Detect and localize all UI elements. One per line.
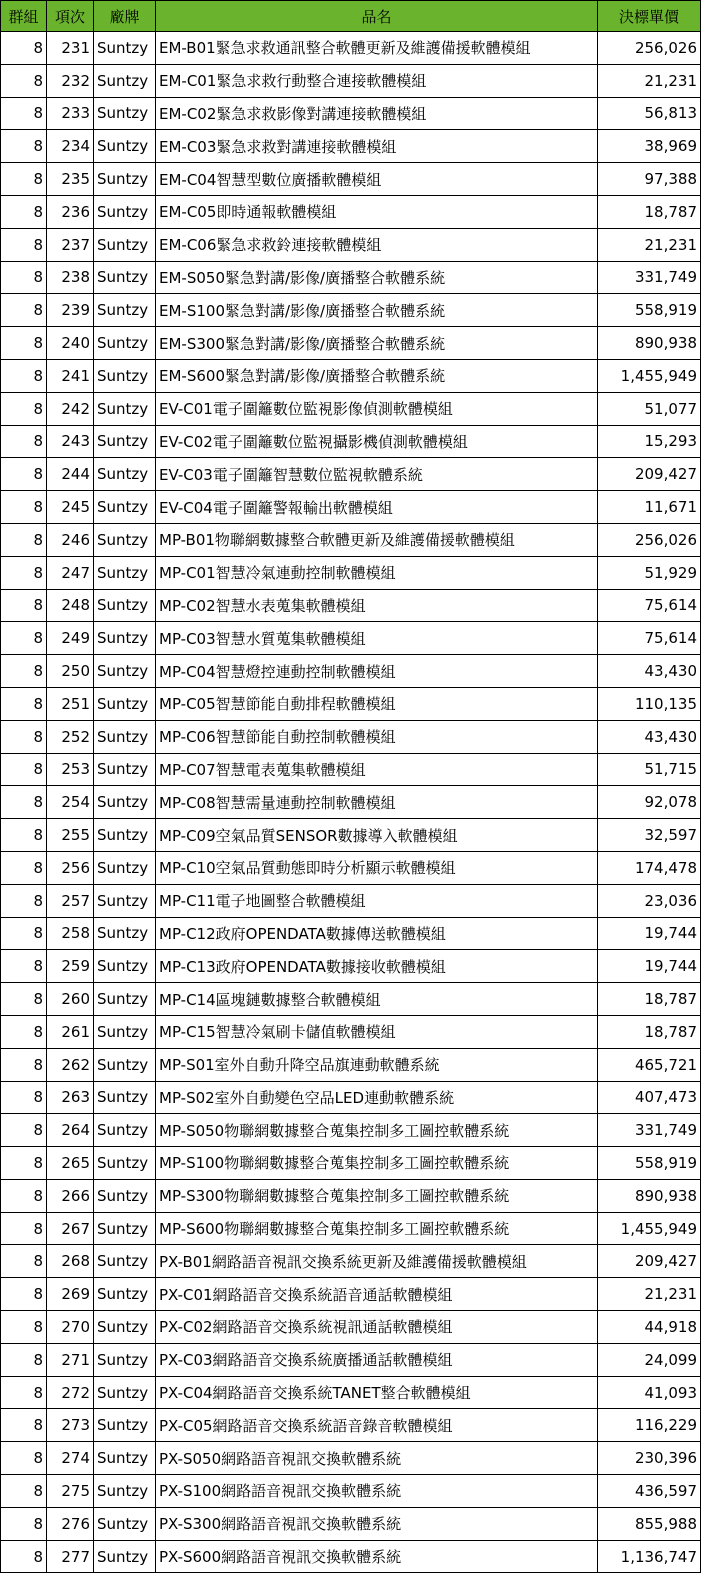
cell-item-no: 258 [47,917,94,950]
cell-group: 8 [1,1540,47,1573]
cell-unit-price: 1,455,949 [598,359,701,392]
cell-unit-price: 256,026 [598,32,701,65]
cell-product-name: MP-C10空氣品質動態即時分析顯示軟體模組 [156,851,598,884]
table-row [1,884,701,917]
cell-item-no: 246 [47,523,94,556]
cell-unit-price: 75,614 [598,622,701,655]
cell-vendor: Suntzy [94,64,156,97]
cell-product-name: EM-C03緊急求救對講連接軟體模組 [156,130,598,163]
table-row [1,1048,701,1081]
cell-group: 8 [1,425,47,458]
cell-item-no: 261 [47,1015,94,1048]
table-row [1,1278,701,1311]
table-row [1,983,701,1016]
cell-unit-price: 18,787 [598,195,701,228]
cell-group: 8 [1,917,47,950]
cell-item-no: 266 [47,1179,94,1212]
cell-item-no: 247 [47,556,94,589]
cell-group: 8 [1,163,47,196]
table-body [1,32,701,1573]
cell-vendor: Suntzy [94,917,156,950]
cell-product-name: MP-S300物聯網數據整合蒐集控制多工圖控軟體系統 [156,1179,598,1212]
cell-item-no: 235 [47,163,94,196]
cell-group: 8 [1,556,47,589]
cell-product-name: MP-S600物聯網數據整合蒐集控制多工圖控軟體系統 [156,1212,598,1245]
cell-vendor: Suntzy [94,720,156,753]
cell-group: 8 [1,1179,47,1212]
cell-item-no: 265 [47,1147,94,1180]
table-row [1,458,701,491]
cell-product-name: EV-C01電子圍籬數位監視影像偵測軟體模組 [156,392,598,425]
cell-item-no: 231 [47,32,94,65]
table-row [1,327,701,360]
cell-product-name: PX-C01網路語音交換系統語音通話軟體模組 [156,1278,598,1311]
table-row [1,819,701,852]
cell-product-name: PX-S300網路語音視訊交換軟體系統 [156,1507,598,1540]
cell-product-name: EV-C02電子圍籬數位監視攝影機偵測軟體模組 [156,425,598,458]
table-row [1,720,701,753]
cell-unit-price: 116,229 [598,1409,701,1442]
cell-item-no: 270 [47,1311,94,1344]
cell-unit-price: 23,036 [598,884,701,917]
cell-group: 8 [1,359,47,392]
cell-item-no: 262 [47,1048,94,1081]
cell-product-name: MP-C08智慧需量連動控制軟體模組 [156,786,598,819]
cell-item-no: 259 [47,950,94,983]
cell-vendor: Suntzy [94,327,156,360]
cell-vendor: Suntzy [94,1475,156,1508]
table-row [1,1376,701,1409]
cell-item-no: 241 [47,359,94,392]
cell-vendor: Suntzy [94,753,156,786]
table-row [1,130,701,163]
table-row [1,32,701,65]
cell-item-no: 264 [47,1114,94,1147]
cell-product-name: PX-S050網路語音視訊交換軟體系統 [156,1442,598,1475]
cell-product-name: EM-B01緊急求救通訊整合軟體更新及維護備援軟體模組 [156,32,598,65]
cell-unit-price: 174,478 [598,851,701,884]
cell-vendor: Suntzy [94,950,156,983]
cell-group: 8 [1,1442,47,1475]
cell-product-name: EM-C06緊急求救鈴連接軟體模組 [156,228,598,261]
cell-vendor: Suntzy [94,1081,156,1114]
cell-group: 8 [1,884,47,917]
cell-product-name: MP-C09空氣品質SENSOR數據導入軟體模組 [156,819,598,852]
cell-group: 8 [1,687,47,720]
cell-group: 8 [1,1278,47,1311]
cell-vendor: Suntzy [94,1147,156,1180]
cell-group: 8 [1,1409,47,1442]
table-row [1,425,701,458]
cell-unit-price: 32,597 [598,819,701,852]
cell-vendor: Suntzy [94,622,156,655]
cell-product-name: MP-S01室外自動升降空品旗連動軟體系統 [156,1048,598,1081]
cell-vendor: Suntzy [94,687,156,720]
table-row [1,1147,701,1180]
cell-unit-price: 19,744 [598,917,701,950]
cell-vendor: Suntzy [94,359,156,392]
cell-item-no: 274 [47,1442,94,1475]
table-row [1,917,701,950]
cell-item-no: 232 [47,64,94,97]
cell-group: 8 [1,294,47,327]
header-group: 群組 [1,1,47,32]
cell-group: 8 [1,589,47,622]
cell-unit-price: 11,671 [598,491,701,524]
cell-vendor: Suntzy [94,130,156,163]
cell-vendor: Suntzy [94,1442,156,1475]
table-row [1,655,701,688]
cell-item-no: 245 [47,491,94,524]
cell-unit-price: 21,231 [598,64,701,97]
cell-product-name: MP-C01智慧冷氣連動控制軟體模組 [156,556,598,589]
cell-vendor: Suntzy [94,556,156,589]
cell-vendor: Suntzy [94,1540,156,1573]
cell-product-name: MP-C11電子地圖整合軟體模組 [156,884,598,917]
cell-unit-price: 75,614 [598,589,701,622]
cell-item-no: 276 [47,1507,94,1540]
table-row [1,1409,701,1442]
cell-group: 8 [1,950,47,983]
cell-item-no: 251 [47,687,94,720]
cell-vendor: Suntzy [94,1212,156,1245]
cell-unit-price: 256,026 [598,523,701,556]
cell-vendor: Suntzy [94,884,156,917]
cell-group: 8 [1,1343,47,1376]
table-row [1,589,701,622]
cell-group: 8 [1,1048,47,1081]
header-unit-price: 決標單價 [598,1,701,32]
cell-vendor: Suntzy [94,32,156,65]
cell-item-no: 252 [47,720,94,753]
cell-item-no: 236 [47,195,94,228]
table-row [1,950,701,983]
table-row [1,851,701,884]
cell-item-no: 250 [47,655,94,688]
cell-vendor: Suntzy [94,1048,156,1081]
cell-group: 8 [1,819,47,852]
cell-item-no: 268 [47,1245,94,1278]
table-row [1,1114,701,1147]
cell-product-name: EM-S050緊急對講/影像/廣播整合軟體系統 [156,261,598,294]
cell-item-no: 242 [47,392,94,425]
table-row [1,491,701,524]
cell-vendor: Suntzy [94,458,156,491]
cell-unit-price: 21,231 [598,1278,701,1311]
cell-unit-price: 209,427 [598,1245,701,1278]
cell-vendor: Suntzy [94,97,156,130]
cell-unit-price: 92,078 [598,786,701,819]
cell-unit-price: 890,938 [598,1179,701,1212]
table-row [1,1015,701,1048]
cell-item-no: 271 [47,1343,94,1376]
cell-group: 8 [1,753,47,786]
cell-vendor: Suntzy [94,589,156,622]
table-row [1,1212,701,1245]
cell-product-name: MP-C14區塊鏈數據整合軟體模組 [156,983,598,1016]
cell-item-no: 263 [47,1081,94,1114]
cell-vendor: Suntzy [94,523,156,556]
cell-unit-price: 331,749 [598,1114,701,1147]
cell-group: 8 [1,1475,47,1508]
cell-group: 8 [1,1376,47,1409]
cell-group: 8 [1,97,47,130]
cell-product-name: MP-B01物聯網數據整合軟體更新及維護備援軟體模組 [156,523,598,556]
cell-vendor: Suntzy [94,1278,156,1311]
cell-item-no: 260 [47,983,94,1016]
cell-group: 8 [1,622,47,655]
cell-vendor: Suntzy [94,786,156,819]
cell-unit-price: 38,969 [598,130,701,163]
cell-unit-price: 44,918 [598,1311,701,1344]
cell-group: 8 [1,786,47,819]
cell-vendor: Suntzy [94,1179,156,1212]
cell-vendor: Suntzy [94,392,156,425]
table-row [1,1540,701,1573]
header-row [1,1,701,32]
cell-unit-price: 890,938 [598,327,701,360]
cell-unit-price: 465,721 [598,1048,701,1081]
cell-item-no: 275 [47,1475,94,1508]
cell-vendor: Suntzy [94,655,156,688]
cell-item-no: 255 [47,819,94,852]
table-row [1,359,701,392]
cell-product-name: EM-C05即時通報軟體模組 [156,195,598,228]
cell-product-name: PX-C02網路語音交換系統視訊通話軟體模組 [156,1311,598,1344]
cell-unit-price: 558,919 [598,294,701,327]
cell-vendor: Suntzy [94,1343,156,1376]
cell-product-name: EM-C01緊急求救行動整合連接軟體模組 [156,64,598,97]
cell-group: 8 [1,327,47,360]
cell-product-name: EM-S100緊急對講/影像/廣播整合軟體系統 [156,294,598,327]
cell-group: 8 [1,1212,47,1245]
cell-group: 8 [1,392,47,425]
cell-product-name: EV-C04電子圍籬警報輸出軟體模組 [156,491,598,524]
table-row [1,261,701,294]
cell-group: 8 [1,1147,47,1180]
cell-item-no: 233 [47,97,94,130]
cell-unit-price: 110,135 [598,687,701,720]
table-row [1,786,701,819]
cell-item-no: 239 [47,294,94,327]
cell-unit-price: 558,919 [598,1147,701,1180]
cell-product-name: PX-C04網路語音交換系統TANET整合軟體模組 [156,1376,598,1409]
cell-group: 8 [1,851,47,884]
cell-group: 8 [1,491,47,524]
cell-vendor: Suntzy [94,228,156,261]
cell-vendor: Suntzy [94,819,156,852]
cell-product-name: MP-S050物聯網數據整合蒐集控制多工圖控軟體系統 [156,1114,598,1147]
header-product-name: 品名 [156,1,598,32]
cell-product-name: EM-S300緊急對講/影像/廣播整合軟體系統 [156,327,598,360]
cell-vendor: Suntzy [94,1114,156,1147]
cell-unit-price: 21,231 [598,228,701,261]
cell-product-name: PX-C03網路語音交換系統廣播通話軟體模組 [156,1343,598,1376]
cell-item-no: 256 [47,851,94,884]
cell-product-name: EM-S600緊急對講/影像/廣播整合軟體系統 [156,359,598,392]
cell-vendor: Suntzy [94,1409,156,1442]
cell-unit-price: 51,715 [598,753,701,786]
cell-unit-price: 51,929 [598,556,701,589]
cell-group: 8 [1,523,47,556]
cell-product-name: EV-C03電子圍籬智慧數位監視軟體系統 [156,458,598,491]
cell-vendor: Suntzy [94,1245,156,1278]
cell-unit-price: 407,473 [598,1081,701,1114]
table-row [1,64,701,97]
cell-vendor: Suntzy [94,1311,156,1344]
table-row [1,622,701,655]
cell-product-name: MP-C07智慧電表蒐集軟體模組 [156,753,598,786]
cell-item-no: 273 [47,1409,94,1442]
cell-group: 8 [1,458,47,491]
table-row [1,392,701,425]
cell-group: 8 [1,1114,47,1147]
header-item-no: 項次 [47,1,94,32]
cell-vendor: Suntzy [94,491,156,524]
cell-group: 8 [1,720,47,753]
cell-unit-price: 41,093 [598,1376,701,1409]
cell-item-no: 238 [47,261,94,294]
table-row [1,163,701,196]
cell-group: 8 [1,655,47,688]
cell-product-name: EM-C02緊急求救影像對講連接軟體模組 [156,97,598,130]
cell-product-name: PX-B01網路語音視訊交換系統更新及維護備援軟體模組 [156,1245,598,1278]
cell-group: 8 [1,1507,47,1540]
cell-item-no: 254 [47,786,94,819]
cell-product-name: MP-C03智慧水質蒐集軟體模組 [156,622,598,655]
cell-item-no: 237 [47,228,94,261]
cell-unit-price: 1,136,747 [598,1540,701,1573]
cell-unit-price: 43,430 [598,655,701,688]
cell-product-name: MP-C12政府OPENDATA數據傳送軟體模組 [156,917,598,950]
cell-unit-price: 97,388 [598,163,701,196]
cell-group: 8 [1,1081,47,1114]
cell-product-name: MP-C02智慧水表蒐集軟體模組 [156,589,598,622]
cell-unit-price: 1,455,949 [598,1212,701,1245]
cell-vendor: Suntzy [94,983,156,1016]
table-row [1,687,701,720]
table-row [1,294,701,327]
cell-vendor: Suntzy [94,425,156,458]
table-header [1,1,701,32]
cell-group: 8 [1,1015,47,1048]
cell-item-no: 272 [47,1376,94,1409]
cell-product-name: PX-S600網路語音視訊交換軟體系統 [156,1540,598,1573]
cell-item-no: 240 [47,327,94,360]
cell-product-name: MP-C05智慧節能自動排程軟體模組 [156,687,598,720]
table-row [1,1081,701,1114]
cell-group: 8 [1,64,47,97]
table-row [1,1343,701,1376]
table-row [1,1442,701,1475]
cell-product-name: MP-C04智慧燈控連動控制軟體模組 [156,655,598,688]
cell-group: 8 [1,32,47,65]
cell-unit-price: 230,396 [598,1442,701,1475]
cell-vendor: Suntzy [94,1507,156,1540]
cell-product-name: PX-C05網路語音交換系統語音錄音軟體模組 [156,1409,598,1442]
cell-unit-price: 19,744 [598,950,701,983]
cell-unit-price: 24,099 [598,1343,701,1376]
cell-item-no: 249 [47,622,94,655]
cell-item-no: 277 [47,1540,94,1573]
cell-item-no: 253 [47,753,94,786]
cell-group: 8 [1,983,47,1016]
table-row [1,1179,701,1212]
table-row [1,195,701,228]
cell-vendor: Suntzy [94,294,156,327]
cell-product-name: MP-C06智慧節能自動控制軟體模組 [156,720,598,753]
table-row [1,228,701,261]
cell-vendor: Suntzy [94,851,156,884]
cell-unit-price: 15,293 [598,425,701,458]
cell-product-name: MP-C15智慧冷氣刷卡儲值軟體模組 [156,1015,598,1048]
cell-item-no: 234 [47,130,94,163]
cell-item-no: 257 [47,884,94,917]
cell-product-name: PX-S100網路語音視訊交換軟體系統 [156,1475,598,1508]
cell-unit-price: 56,813 [598,97,701,130]
cell-product-name: MP-S100物聯網數據整合蒐集控制多工圖控軟體系統 [156,1147,598,1180]
cell-group: 8 [1,195,47,228]
cell-unit-price: 331,749 [598,261,701,294]
cell-unit-price: 855,988 [598,1507,701,1540]
cell-unit-price: 18,787 [598,1015,701,1048]
table-row [1,1475,701,1508]
cell-product-name: MP-C13政府OPENDATA數據接收軟體模組 [156,950,598,983]
cell-group: 8 [1,261,47,294]
cell-item-no: 269 [47,1278,94,1311]
table-row [1,1507,701,1540]
cell-item-no: 243 [47,425,94,458]
cell-vendor: Suntzy [94,1015,156,1048]
cell-unit-price: 18,787 [598,983,701,1016]
cell-vendor: Suntzy [94,163,156,196]
cell-vendor: Suntzy [94,1376,156,1409]
cell-vendor: Suntzy [94,261,156,294]
cell-unit-price: 209,427 [598,458,701,491]
table-row [1,1245,701,1278]
cell-vendor: Suntzy [94,195,156,228]
table-row [1,753,701,786]
cell-group: 8 [1,1311,47,1344]
table-row [1,1311,701,1344]
cell-group: 8 [1,1245,47,1278]
table-row [1,97,701,130]
cell-group: 8 [1,130,47,163]
cell-product-name: EM-C04智慧型數位廣播軟體模組 [156,163,598,196]
cell-item-no: 244 [47,458,94,491]
cell-product-name: MP-S02室外自動變色空品LED連動軟體系統 [156,1081,598,1114]
cell-item-no: 267 [47,1212,94,1245]
cell-unit-price: 43,430 [598,720,701,753]
cell-item-no: 248 [47,589,94,622]
header-vendor: 廠牌 [94,1,156,32]
cell-unit-price: 436,597 [598,1475,701,1508]
cell-group: 8 [1,228,47,261]
table-row [1,556,701,589]
table-row [1,523,701,556]
cell-unit-price: 51,077 [598,392,701,425]
